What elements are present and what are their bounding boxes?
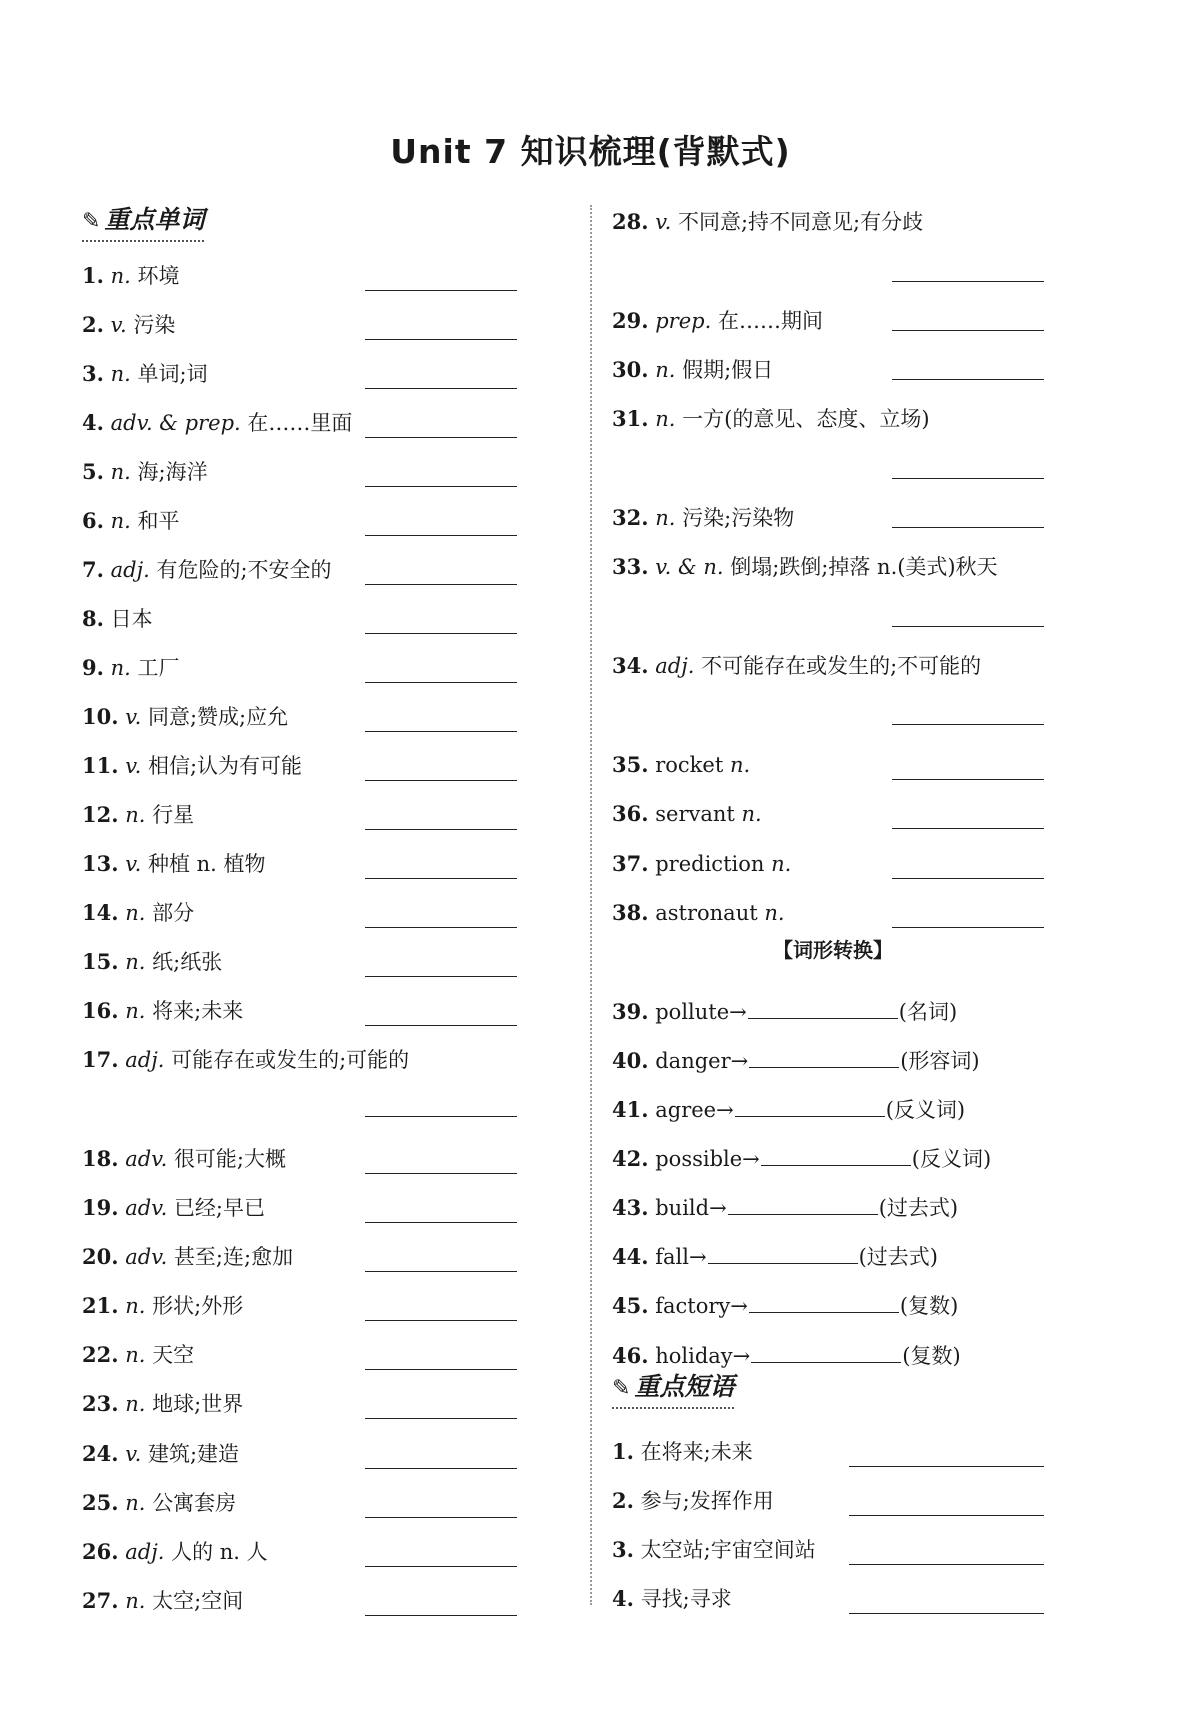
answer-blank[interactable] — [365, 486, 517, 487]
english-word: prediction — [655, 852, 765, 876]
part-of-speech: n. — [764, 901, 785, 925]
answer-blank[interactable] — [849, 1515, 1044, 1516]
item-number: 15. — [82, 949, 119, 974]
answer-blank[interactable] — [892, 724, 1044, 725]
part-of-speech: n. — [125, 1294, 146, 1318]
vocab-item — [82, 260, 180, 292]
meaning: 天空 — [152, 1343, 195, 1367]
answer-blank[interactable] — [365, 1025, 517, 1026]
meaning: 单词;词 — [137, 362, 208, 386]
answer-blank[interactable] — [365, 1468, 517, 1469]
form-hint: (复数) — [899, 1294, 959, 1318]
item-number: 36. — [612, 801, 649, 826]
meaning: 相信;认为有可能 — [147, 754, 303, 778]
source-word: build→ — [655, 1196, 727, 1220]
vocab-item — [82, 1388, 243, 1420]
answer-blank[interactable] — [365, 388, 517, 389]
vocab-item — [82, 358, 208, 390]
answer-blank[interactable] — [365, 535, 517, 536]
item-number: 19. — [82, 1195, 119, 1220]
part-of-speech: n. — [655, 358, 676, 382]
phrase-item — [612, 1436, 753, 1468]
answer-blank[interactable] — [728, 1190, 878, 1215]
vocab-item — [82, 897, 194, 929]
meaning: 有危险的;不安全的 — [156, 558, 332, 582]
meaning: 很可能;大概 — [173, 1147, 287, 1171]
part-of-speech: prep. — [655, 309, 712, 333]
vocab-item — [612, 650, 981, 682]
answer-blank[interactable] — [849, 1613, 1044, 1614]
english-word: astronaut — [655, 901, 758, 925]
meaning: 一方(的意见、态度、立场) — [682, 407, 930, 431]
answer-blank[interactable] — [365, 1517, 517, 1518]
form-hint: (形容词) — [900, 1049, 980, 1073]
vocab-item — [612, 749, 750, 781]
item-number: 3. — [612, 1537, 634, 1562]
item-number: 23. — [82, 1391, 119, 1416]
meaning: 部分 — [152, 901, 195, 925]
item-number: 9. — [82, 655, 104, 680]
phrase-section-heading — [612, 1372, 734, 1409]
answer-blank[interactable] — [892, 779, 1044, 780]
answer-blank[interactable] — [751, 1338, 901, 1363]
word-form-item — [612, 1092, 965, 1124]
item-number: 6. — [82, 508, 104, 533]
part-of-speech: n. — [110, 509, 131, 533]
part-of-speech: n. — [125, 803, 146, 827]
part-of-speech: adj. — [110, 558, 150, 582]
part-of-speech: n. — [125, 1589, 146, 1613]
meaning: 假期;假日 — [682, 358, 774, 382]
vocab-item — [82, 1438, 239, 1470]
meaning: 在……期间 — [717, 309, 823, 333]
phrase-item — [612, 1534, 816, 1566]
item-number: 27. — [82, 1588, 119, 1613]
item-number: 33. — [612, 554, 649, 579]
answer-blank[interactable] — [365, 1418, 517, 1419]
item-number: 14. — [82, 900, 119, 925]
answer-blank[interactable] — [365, 437, 517, 438]
item-number: 18. — [82, 1146, 119, 1171]
vocab-item — [612, 403, 930, 435]
part-of-speech: v. — [655, 210, 672, 234]
form-hint: (过去式) — [878, 1196, 959, 1220]
item-number: 26. — [82, 1539, 119, 1564]
part-of-speech: v. & n. — [655, 555, 724, 579]
item-number: 44. — [612, 1244, 649, 1269]
vocab-item — [82, 799, 194, 831]
form-hint: (复数) — [902, 1344, 961, 1368]
vocab-item — [82, 1487, 236, 1519]
word-form-item — [612, 1190, 958, 1222]
item-number: 24. — [82, 1441, 119, 1466]
answer-blank[interactable] — [365, 976, 517, 977]
meaning: 将来;未来 — [152, 999, 244, 1023]
english-word: servant — [655, 802, 735, 826]
meaning: 同意;赞成;应允 — [147, 705, 289, 729]
vocab-item — [82, 407, 352, 439]
item-number: 21. — [82, 1293, 119, 1318]
item-number: 16. — [82, 998, 119, 1023]
vocab-item — [612, 798, 762, 830]
vocab-item — [82, 309, 175, 341]
source-word: possible→ — [655, 1147, 760, 1171]
meaning: 不可能存在或发生的;不可能的 — [701, 654, 982, 678]
source-word: fall→ — [655, 1245, 707, 1269]
item-number: 45. — [612, 1293, 649, 1318]
item-number: 22. — [82, 1342, 119, 1367]
vocab-item — [82, 946, 222, 978]
item-number: 31. — [612, 406, 649, 431]
vocab-item — [82, 1044, 409, 1076]
source-word: pollute→ — [655, 1000, 747, 1024]
meaning: 可能存在或发生的;可能的 — [171, 1048, 410, 1072]
meaning: 种植 n. 植物 — [147, 852, 266, 876]
meaning: 寻找;寻求 — [640, 1587, 732, 1611]
item-number: 1. — [612, 1439, 634, 1464]
part-of-speech: v. — [125, 705, 142, 729]
item-number: 1. — [82, 263, 104, 288]
meaning: 太空站;宇宙空间站 — [640, 1538, 816, 1562]
pen-icon: ✎ — [612, 1376, 631, 1401]
vocab-item — [612, 897, 785, 929]
meaning: 在……里面 — [247, 411, 353, 435]
answer-blank[interactable] — [365, 1320, 517, 1321]
meaning: 在将来;未来 — [640, 1440, 753, 1464]
meaning: 公寓套房 — [152, 1491, 237, 1515]
source-word: factory→ — [655, 1294, 748, 1318]
meaning: 甚至;连;愈加 — [173, 1245, 294, 1269]
answer-blank[interactable] — [708, 1239, 858, 1264]
page-title: Unit 7 知识梳理(背默式) — [390, 132, 791, 171]
item-number: 29. — [612, 308, 649, 333]
vocab-item — [82, 456, 208, 488]
phrase-heading-label: 重点短语 — [634, 1372, 735, 1401]
form-hint: (过去式) — [858, 1245, 938, 1269]
answer-blank[interactable] — [365, 829, 517, 830]
meaning: 环境 — [137, 264, 180, 288]
item-number: 41. — [612, 1097, 649, 1122]
part-of-speech: n. — [125, 1392, 146, 1416]
part-of-speech: n. — [125, 1491, 146, 1515]
meaning: 参与;发挥作用 — [640, 1489, 774, 1513]
answer-blank[interactable] — [892, 527, 1044, 528]
answer-blank[interactable] — [735, 1092, 885, 1117]
vocab-item — [82, 1143, 286, 1175]
vocab-item — [612, 206, 923, 238]
vocab-item — [612, 848, 791, 880]
meaning: 倒塌;跌倒;掉落 n.(美式)秋天 — [730, 555, 998, 579]
item-number: 2. — [612, 1488, 634, 1513]
part-of-speech: v. — [125, 852, 142, 876]
answer-blank[interactable] — [892, 927, 1044, 928]
answer-blank[interactable] — [892, 478, 1044, 479]
answer-blank[interactable] — [892, 626, 1044, 627]
answer-blank[interactable] — [365, 731, 517, 732]
vocab-item — [82, 1192, 265, 1224]
part-of-speech: n. — [655, 407, 676, 431]
part-of-speech: n. — [771, 852, 792, 876]
phrase-item — [612, 1485, 774, 1517]
source-word: holiday→ — [655, 1344, 751, 1368]
answer-blank[interactable] — [749, 1288, 899, 1313]
item-number: 7. — [82, 557, 104, 582]
part-of-speech: n. — [125, 1343, 146, 1367]
answer-blank[interactable] — [892, 281, 1044, 282]
part-of-speech: adj. — [655, 654, 695, 678]
answer-blank[interactable] — [849, 1564, 1044, 1565]
answer-blank[interactable] — [892, 379, 1044, 380]
item-number: 37. — [612, 851, 649, 876]
vocab-item — [82, 1339, 194, 1371]
vocab-item — [82, 505, 180, 537]
meaning: 人的 n. 人 — [171, 1540, 268, 1564]
item-number: 28. — [612, 209, 649, 234]
item-number: 4. — [612, 1586, 634, 1611]
item-number: 10. — [82, 704, 119, 729]
part-of-speech: n. — [110, 460, 131, 484]
meaning: 日本 — [110, 607, 153, 631]
part-of-speech: n. — [741, 802, 762, 826]
part-of-speech: n. — [125, 999, 146, 1023]
word-form-item — [612, 1141, 991, 1173]
part-of-speech: n. — [125, 901, 146, 925]
part-of-speech: v. — [125, 754, 142, 778]
vocab-heading-label: 重点单词 — [104, 205, 205, 234]
vocab-item — [82, 750, 302, 782]
part-of-speech: adj. — [125, 1540, 165, 1564]
meaning: 和平 — [137, 509, 180, 533]
item-number: 8. — [82, 606, 104, 631]
meaning: 地球;世界 — [152, 1392, 244, 1416]
answer-blank[interactable] — [849, 1466, 1044, 1467]
item-number: 43. — [612, 1195, 649, 1220]
part-of-speech: n. — [729, 753, 751, 777]
item-number: 35. — [612, 752, 649, 777]
answer-blank[interactable] — [892, 330, 1044, 331]
item-number: 13. — [82, 851, 119, 876]
answer-blank[interactable] — [365, 1615, 517, 1616]
meaning: 污染;污染物 — [682, 506, 795, 530]
vocab-item — [612, 502, 794, 534]
form-hint: (反义词) — [911, 1147, 992, 1171]
english-word: rocket — [655, 753, 724, 777]
word-form-item — [612, 1239, 938, 1271]
vocab-item — [612, 551, 998, 583]
item-number: 12. — [82, 802, 119, 827]
meaning: 建筑;建造 — [147, 1442, 240, 1466]
item-number: 39. — [612, 999, 649, 1024]
vocab-item — [82, 1536, 268, 1568]
vocab-item — [82, 1290, 243, 1322]
answer-blank[interactable] — [892, 828, 1044, 829]
item-number: 3. — [82, 361, 104, 386]
part-of-speech: adv. — [125, 1196, 168, 1220]
pen-icon: ✎ — [82, 209, 101, 234]
item-number: 32. — [612, 505, 649, 530]
form-hint: (名词) — [898, 1000, 958, 1024]
item-number: 4. — [82, 410, 104, 435]
answer-blank[interactable] — [365, 1271, 517, 1272]
item-number: 42. — [612, 1146, 649, 1171]
item-number: 2. — [82, 312, 104, 337]
meaning: 已经;早已 — [173, 1196, 266, 1220]
item-number: 38. — [612, 900, 649, 925]
meaning: 行星 — [152, 803, 195, 827]
vocab-item — [82, 995, 243, 1027]
word-forms-heading: 【词形转换】 — [773, 938, 893, 962]
vocab-item — [612, 305, 823, 337]
part-of-speech: n. — [110, 362, 131, 386]
vocab-item — [82, 554, 332, 586]
part-of-speech: v. — [110, 313, 127, 337]
part-of-speech: adv. — [125, 1147, 168, 1171]
answer-blank[interactable] — [748, 994, 898, 1019]
answer-blank[interactable] — [365, 1173, 517, 1174]
vocab-item — [82, 652, 180, 684]
source-word: danger→ — [655, 1049, 749, 1073]
answer-blank[interactable] — [365, 878, 517, 879]
part-of-speech: adv. — [125, 1245, 168, 1269]
item-number: 17. — [82, 1047, 119, 1072]
source-word: agree→ — [655, 1098, 734, 1122]
meaning: 污染 — [133, 313, 176, 337]
part-of-speech: adv. & prep. — [110, 411, 241, 435]
word-form-item — [612, 994, 957, 1026]
vocab-item — [82, 603, 153, 635]
answer-blank[interactable] — [365, 682, 517, 683]
item-number: 5. — [82, 459, 104, 484]
answer-blank[interactable] — [365, 339, 517, 340]
answer-blank[interactable] — [365, 584, 517, 585]
phrase-item — [612, 1583, 732, 1615]
meaning: 形状;外形 — [152, 1294, 244, 1318]
item-number: 30. — [612, 357, 649, 382]
meaning: 太空;空间 — [152, 1589, 244, 1613]
word-form-item — [612, 1043, 980, 1075]
answer-blank[interactable] — [749, 1043, 899, 1068]
vocab-item — [82, 701, 288, 733]
answer-blank[interactable] — [365, 633, 517, 634]
meaning: 海;海洋 — [137, 460, 208, 484]
answer-blank[interactable] — [365, 1116, 517, 1117]
item-number: 40. — [612, 1048, 649, 1073]
answer-blank[interactable] — [365, 1222, 517, 1223]
meaning: 不同意;持不同意见;有分歧 — [677, 210, 924, 234]
word-form-item — [612, 1338, 961, 1370]
vocab-item — [612, 354, 773, 386]
item-number: 46. — [612, 1343, 649, 1368]
answer-blank[interactable] — [365, 1566, 517, 1567]
part-of-speech: adj. — [125, 1048, 165, 1072]
word-form-item — [612, 1288, 958, 1320]
part-of-speech: n. — [110, 656, 131, 680]
part-of-speech: v. — [125, 1442, 142, 1466]
item-number: 20. — [82, 1244, 119, 1269]
item-number: 25. — [82, 1490, 119, 1515]
answer-blank[interactable] — [761, 1141, 911, 1166]
answer-blank[interactable] — [365, 290, 517, 291]
item-number: 11. — [82, 753, 119, 778]
form-hint: (反义词) — [885, 1098, 966, 1122]
part-of-speech: n. — [125, 950, 146, 974]
answer-blank[interactable] — [365, 780, 517, 781]
vocab-section-heading — [82, 205, 204, 242]
vocab-item — [82, 848, 266, 880]
part-of-speech: n. — [110, 264, 131, 288]
meaning: 纸;纸张 — [152, 950, 223, 974]
answer-blank[interactable] — [892, 878, 1044, 879]
column-divider — [590, 205, 592, 1605]
meaning: 工厂 — [137, 656, 180, 680]
part-of-speech: n. — [655, 506, 676, 530]
answer-blank[interactable] — [365, 927, 517, 928]
item-number: 34. — [612, 653, 649, 678]
answer-blank[interactable] — [365, 1369, 517, 1370]
vocab-item — [82, 1585, 243, 1617]
vocab-item — [82, 1241, 293, 1273]
